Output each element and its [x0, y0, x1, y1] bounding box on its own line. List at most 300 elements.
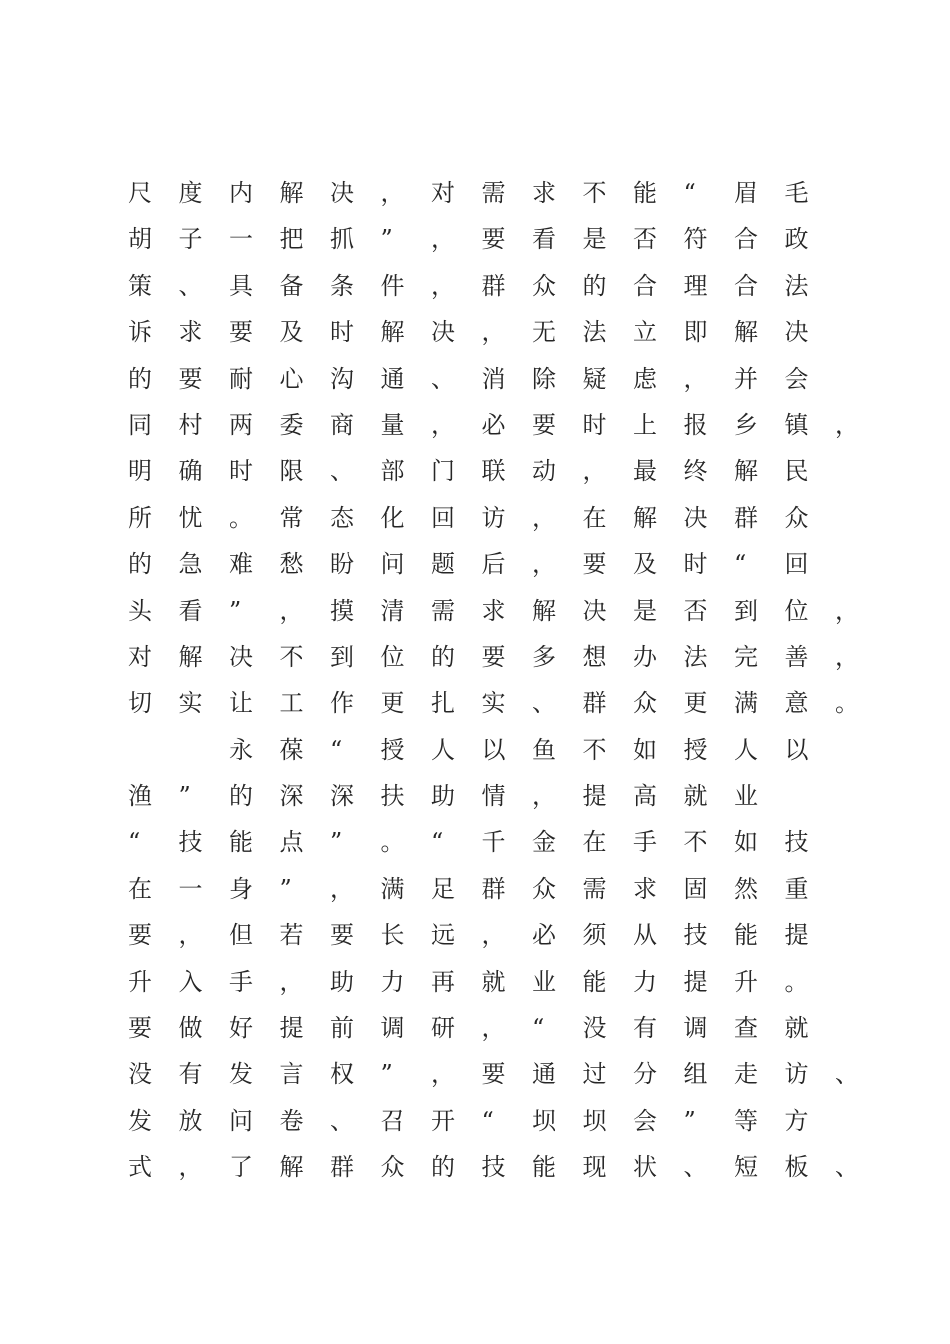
text-char: 一 — [178, 874, 203, 903]
text-char: 决 — [229, 642, 253, 671]
text-char: ， — [330, 874, 354, 903]
text-char: 群 — [481, 271, 506, 300]
text-char: 若 — [279, 921, 304, 950]
text-char: 合 — [734, 271, 758, 300]
text-char: 必 — [532, 921, 556, 950]
text-char: 群 — [330, 1153, 354, 1182]
text-char: 组 — [683, 1060, 708, 1089]
text-char: 技 — [178, 828, 203, 857]
text-char: 技 — [481, 1153, 506, 1182]
text-char: 需 — [431, 596, 455, 625]
text-char: 问 — [380, 550, 405, 579]
text-char: 在 — [128, 874, 152, 903]
text-char: 。 — [380, 828, 405, 857]
text-char: 一 — [229, 225, 253, 254]
text-char: 备 — [279, 271, 304, 300]
text-char: ， — [380, 179, 405, 207]
text-char: 题 — [431, 550, 455, 579]
text-char: 位 — [784, 596, 809, 625]
text-char: 解 — [633, 503, 657, 532]
text-char: ， — [582, 457, 607, 486]
text-char: 需 — [481, 179, 506, 207]
text-char: 众 — [380, 1153, 405, 1182]
text-char: 沟 — [330, 364, 354, 393]
text-char: 部 — [380, 457, 405, 486]
text-char: 从 — [633, 921, 657, 950]
text-char: 技 — [784, 828, 809, 857]
text-char: 消 — [481, 364, 506, 393]
text-char: 、 — [835, 1060, 859, 1089]
text-char: 的 — [431, 642, 455, 671]
text-char: ， — [279, 596, 304, 625]
text-char: “ — [683, 179, 696, 207]
text-char: 、 — [330, 1106, 354, 1135]
text-char: ， — [481, 921, 506, 950]
body-text — [128, 170, 858, 1191]
text-char: 必 — [481, 410, 506, 439]
text-char: 要 — [330, 921, 354, 950]
text-char: 通 — [380, 364, 405, 393]
text-char: 对 — [128, 642, 152, 671]
text-char: 研 — [431, 1014, 455, 1043]
text-char: 实 — [481, 689, 506, 718]
text-char: 问 — [229, 1106, 253, 1135]
text-char: 人 — [734, 735, 758, 764]
text-char: 业 — [532, 967, 556, 996]
text-line — [128, 263, 858, 309]
text-line — [128, 680, 858, 726]
text-char: 胡 — [128, 225, 152, 254]
text-char: 求 — [633, 874, 657, 903]
text-char: ” — [683, 1106, 696, 1135]
text-char: 。 — [835, 689, 859, 718]
text-char: 做 — [178, 1014, 203, 1043]
text-char: 解 — [532, 596, 556, 625]
text-char: ， — [532, 782, 556, 811]
text-char: 实 — [178, 689, 203, 718]
text-char: 办 — [633, 642, 657, 671]
text-char: 不 — [582, 735, 607, 764]
text-char: 发 — [128, 1106, 152, 1135]
text-line — [128, 541, 858, 587]
text-line — [128, 216, 858, 262]
text-char: 化 — [380, 503, 405, 532]
text-char: 清 — [380, 596, 405, 625]
text-char: 内 — [229, 179, 253, 207]
text-char: 条 — [330, 271, 354, 300]
text-char: 以 — [481, 735, 506, 764]
text-char: 虑 — [633, 364, 657, 393]
text-char: ” — [330, 828, 343, 857]
text-line — [128, 170, 858, 216]
text-char: 到 — [330, 642, 354, 671]
text-char: 没 — [582, 1014, 607, 1043]
text-char: 所 — [128, 503, 152, 532]
text-char: 抓 — [330, 225, 354, 254]
text-char: 过 — [582, 1060, 607, 1089]
text-char: 对 — [431, 179, 455, 207]
text-char: ， — [835, 410, 859, 439]
text-char: 具 — [229, 271, 253, 300]
text-char: 满 — [380, 874, 405, 903]
text-char: 、 — [178, 271, 203, 300]
text-char: 助 — [431, 782, 455, 811]
text-char: 提 — [279, 1014, 304, 1043]
text-char: 求 — [481, 596, 506, 625]
text-char: “ — [330, 735, 343, 764]
text-char: 走 — [734, 1060, 758, 1089]
text-char: 把 — [279, 225, 304, 254]
text-char: ” — [380, 225, 393, 254]
text-char: 。 — [229, 503, 253, 532]
text-char: 度 — [178, 179, 203, 207]
text-char: 众 — [784, 503, 809, 532]
text-char: 能 — [532, 1153, 556, 1182]
text-char: 扶 — [380, 782, 405, 811]
text-char: 理 — [683, 271, 708, 300]
text-char: 现 — [582, 1153, 607, 1182]
text-char: ， — [431, 271, 455, 300]
text-char: 明 — [128, 457, 152, 486]
text-char: 及 — [633, 550, 657, 579]
text-char: 法 — [582, 318, 607, 347]
text-char: “ — [128, 828, 141, 857]
text-char: 件 — [380, 271, 405, 300]
text-char: 切 — [128, 689, 152, 718]
text-char: 并 — [734, 364, 758, 393]
text-char: ” — [178, 782, 191, 811]
text-char: 位 — [380, 642, 405, 671]
text-char: 深 — [330, 782, 354, 811]
text-char: 卷 — [279, 1106, 304, 1135]
text-char: 好 — [229, 1014, 253, 1043]
text-char: ， — [683, 364, 708, 393]
text-char: 让 — [229, 689, 253, 718]
text-char: 联 — [481, 457, 506, 486]
text-char: 两 — [229, 410, 253, 439]
text-char: 永 — [229, 735, 253, 764]
text-char: 要 — [128, 1014, 152, 1043]
text-char: 能 — [734, 921, 758, 950]
text-char: 查 — [734, 1014, 758, 1043]
text-char: 情 — [481, 782, 506, 811]
text-char: 看 — [532, 225, 556, 254]
text-char: 通 — [532, 1060, 556, 1089]
text-char: 深 — [279, 782, 304, 811]
text-char: 要 — [481, 1060, 506, 1089]
text-char: 、 — [835, 1153, 859, 1182]
text-char: 没 — [128, 1060, 152, 1089]
text-char: 群 — [734, 503, 758, 532]
text-char: 策 — [128, 271, 152, 300]
text-char: 否 — [683, 596, 708, 625]
text-char: 解 — [279, 179, 304, 207]
text-char: 作 — [330, 689, 354, 718]
text-char: 乡 — [734, 410, 758, 439]
text-char: 时 — [683, 550, 708, 579]
text-char: 解 — [734, 457, 758, 486]
text-line — [128, 727, 858, 773]
text-char: 远 — [431, 921, 455, 950]
text-char: 的 — [128, 364, 152, 393]
text-char: 要 — [229, 318, 253, 347]
text-line — [128, 309, 858, 355]
text-char: 在 — [582, 503, 607, 532]
text-char: 能 — [582, 967, 607, 996]
text-char: 要 — [481, 642, 506, 671]
text-char: 合 — [734, 225, 758, 254]
text-char: 升 — [128, 967, 152, 996]
text-char: 授 — [380, 735, 405, 764]
text-char: 坝 — [532, 1106, 556, 1135]
text-char: 最 — [633, 457, 657, 486]
text-char: 如 — [734, 828, 758, 857]
text-char: ， — [532, 550, 556, 579]
text-char: 能 — [633, 179, 657, 207]
text-char: 时 — [582, 410, 607, 439]
text-char: 决 — [784, 318, 809, 347]
text-char: 访 — [784, 1060, 809, 1089]
text-char: ， — [279, 967, 304, 996]
text-char: 更 — [380, 689, 405, 718]
text-char: 想 — [582, 642, 607, 671]
text-char: “ — [532, 1014, 545, 1043]
text-char: 力 — [380, 967, 405, 996]
text-char: 要 — [128, 921, 152, 950]
text-char: 完 — [734, 642, 758, 671]
text-char: “ — [431, 828, 444, 857]
text-char: 的 — [431, 1153, 455, 1182]
text-char: 法 — [683, 642, 708, 671]
text-char: 权 — [330, 1060, 354, 1089]
text-char: ， — [431, 225, 455, 254]
text-char: 会 — [633, 1106, 657, 1135]
text-char: 的 — [229, 782, 253, 811]
text-char: 常 — [279, 503, 304, 532]
text-line — [128, 959, 858, 1005]
text-char: ” — [229, 596, 242, 625]
text-char: 开 — [431, 1106, 455, 1135]
text-char: “ — [481, 1106, 494, 1135]
text-char: 技 — [683, 921, 708, 950]
text-char: 看 — [178, 596, 203, 625]
text-char: 后 — [481, 550, 506, 579]
text-char: 是 — [633, 596, 657, 625]
text-line — [128, 1144, 858, 1190]
text-char: 心 — [279, 364, 304, 393]
text-char: 量 — [380, 410, 405, 439]
text-char: 法 — [784, 271, 809, 300]
text-line — [128, 402, 858, 448]
text-char: 鱼 — [532, 735, 556, 764]
text-char: 要 — [582, 550, 607, 579]
text-char: 板 — [784, 1153, 809, 1182]
text-char: 就 — [784, 1014, 809, 1043]
text-char: 身 — [229, 874, 253, 903]
text-char: 千 — [481, 828, 506, 857]
text-char: ， — [835, 642, 859, 671]
text-char: 发 — [229, 1060, 253, 1089]
text-char: 确 — [178, 457, 203, 486]
text-char: 是 — [582, 225, 607, 254]
text-char: 提 — [784, 921, 809, 950]
text-char: 坝 — [582, 1106, 607, 1135]
text-char: 时 — [330, 318, 354, 347]
text-char: 疑 — [582, 364, 607, 393]
text-char: 愁 — [279, 550, 304, 579]
text-line — [128, 634, 858, 680]
text-char: 的 — [128, 550, 152, 579]
text-char — [128, 727, 178, 773]
text-char: 限 — [279, 457, 304, 486]
text-line — [128, 1005, 858, 1051]
text-line — [128, 588, 858, 634]
text-char: 及 — [279, 318, 304, 347]
text-char: 委 — [279, 410, 304, 439]
text-char: 助 — [330, 967, 354, 996]
text-char: 了 — [229, 1153, 253, 1182]
text-char: 但 — [229, 921, 253, 950]
text-char: 摸 — [330, 596, 354, 625]
text-char: 人 — [431, 735, 455, 764]
text-char: 有 — [633, 1014, 657, 1043]
text-line — [128, 356, 858, 402]
text-char: 如 — [633, 735, 657, 764]
text-char: 。 — [784, 967, 809, 996]
text-char: ， — [532, 503, 556, 532]
text-line — [128, 448, 858, 494]
text-char: 要 — [532, 410, 556, 439]
text-char: 民 — [784, 457, 809, 486]
text-char: 不 — [582, 179, 607, 207]
text-char: 求 — [532, 179, 556, 207]
text-char: 要 — [178, 364, 203, 393]
text-char: 毛 — [784, 179, 809, 207]
text-char: 再 — [431, 967, 455, 996]
text-char: 子 — [178, 225, 203, 254]
text-char: ， — [178, 921, 203, 950]
text-char: 分 — [633, 1060, 657, 1089]
text-char: 有 — [178, 1060, 203, 1089]
text-char: 状 — [633, 1153, 657, 1182]
text-char: 多 — [532, 642, 556, 671]
text-char: 动 — [532, 457, 556, 486]
text-char: 须 — [582, 921, 607, 950]
text-char: 业 — [734, 782, 758, 811]
text-char: 能 — [229, 828, 253, 857]
text-char: ， — [178, 1153, 203, 1182]
text-char — [179, 727, 229, 773]
text-char: 就 — [481, 967, 506, 996]
text-char: 否 — [633, 225, 657, 254]
text-char: 满 — [734, 689, 758, 718]
text-char: ” — [380, 1060, 393, 1089]
text-char: 在 — [582, 828, 607, 857]
text-char: 的 — [582, 271, 607, 300]
text-char: 方 — [784, 1106, 809, 1135]
text-char: ， — [481, 1014, 506, 1043]
text-line — [128, 866, 858, 912]
text-char: 不 — [683, 828, 708, 857]
text-char: 手 — [633, 828, 657, 857]
text-char: ， — [835, 596, 859, 625]
text-char: 忧 — [178, 503, 203, 532]
text-char: 、 — [330, 457, 354, 486]
text-char: 意 — [784, 689, 809, 718]
text-char: 尺 — [128, 179, 152, 207]
text-char: 扎 — [431, 689, 455, 718]
text-char: 村 — [178, 410, 203, 439]
text-char: 众 — [532, 874, 556, 903]
text-char: 政 — [784, 225, 809, 254]
text-char: 授 — [683, 735, 708, 764]
text-char: ” — [279, 874, 292, 903]
text-char: 即 — [683, 318, 708, 347]
text-char: 会 — [784, 364, 809, 393]
text-char: 盼 — [330, 550, 354, 579]
text-char: “ — [734, 550, 747, 579]
text-char: 除 — [532, 364, 556, 393]
text-char: 以 — [784, 735, 809, 764]
text-char: 调 — [380, 1014, 405, 1043]
text-char: 足 — [431, 874, 455, 903]
text-char: 式 — [128, 1153, 152, 1182]
text-char: 态 — [330, 503, 354, 532]
text-line — [128, 495, 858, 541]
text-char: 更 — [683, 689, 708, 718]
text-line — [128, 912, 858, 958]
text-char: 决 — [582, 596, 607, 625]
text-char: 眉 — [734, 179, 758, 207]
text-char: ， — [481, 318, 506, 347]
text-char: 就 — [683, 782, 708, 811]
text-char: 镇 — [784, 410, 809, 439]
text-char: 众 — [532, 271, 556, 300]
text-char: 不 — [279, 642, 304, 671]
text-char: 商 — [330, 410, 354, 439]
text-char: 众 — [633, 689, 657, 718]
text-char: 力 — [633, 967, 657, 996]
text-char: 诉 — [128, 318, 152, 347]
text-char: 金 — [532, 828, 556, 857]
text-char: 然 — [734, 874, 758, 903]
text-char: 符 — [683, 225, 708, 254]
text-char: 、 — [431, 364, 455, 393]
text-char: 终 — [683, 457, 708, 486]
text-char: 需 — [582, 874, 607, 903]
text-char: 葆 — [279, 735, 304, 764]
text-char: 重 — [784, 874, 809, 903]
text-char: 报 — [683, 410, 708, 439]
text-line — [128, 1051, 858, 1097]
text-char: 求 — [178, 318, 203, 347]
text-line — [128, 1098, 858, 1144]
text-char: 同 — [128, 410, 152, 439]
text-char: 言 — [279, 1060, 304, 1089]
text-char: 要 — [481, 225, 506, 254]
text-char: 长 — [380, 921, 405, 950]
text-char: 工 — [279, 689, 304, 718]
text-char: 短 — [734, 1153, 758, 1182]
text-char: 时 — [229, 457, 253, 486]
text-char: 提 — [683, 967, 708, 996]
text-char: 渔 — [128, 782, 152, 811]
text-char: 群 — [582, 689, 607, 718]
text-char: 立 — [633, 318, 657, 347]
text-char: 无 — [532, 318, 556, 347]
text-char: 、 — [532, 689, 556, 718]
text-char: 到 — [734, 596, 758, 625]
